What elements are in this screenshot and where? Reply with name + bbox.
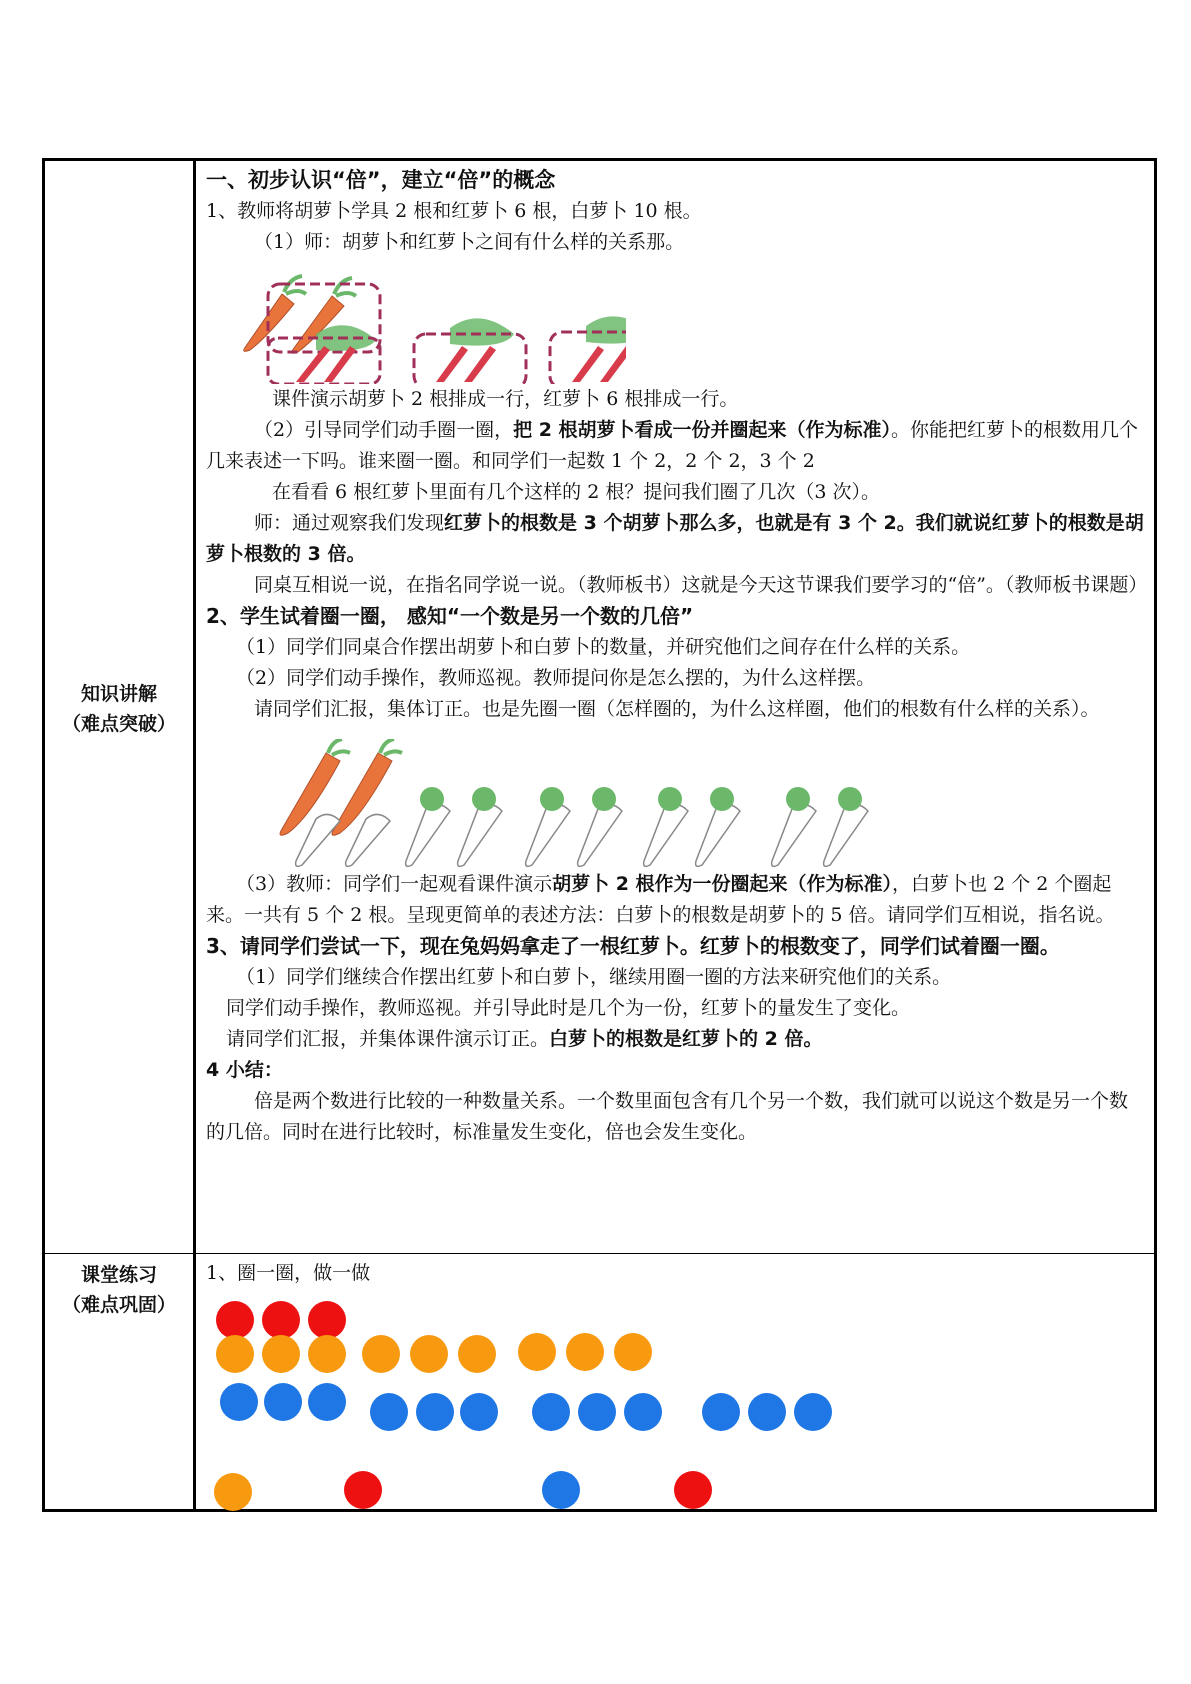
paragraph bbox=[206, 415, 1146, 477]
blue-dot bbox=[702, 1393, 740, 1431]
paragraph: 在看看 6 根红萝卜里面有几个这样的 2 根？提问我们圈了几次（3 次）。 bbox=[272, 481, 880, 503]
paragraph bbox=[206, 508, 1146, 570]
section2-heading: 2、学生试着圈一圈， 感知“一个数是另一个数的几倍” bbox=[206, 604, 694, 628]
blue-dot bbox=[532, 1393, 570, 1431]
blue-dot bbox=[794, 1393, 832, 1431]
red-radish-group bbox=[550, 316, 626, 384]
blue-dot bbox=[578, 1393, 616, 1431]
blue-dot bbox=[624, 1393, 662, 1431]
lesson-table bbox=[42, 158, 1157, 1512]
orange-dot bbox=[518, 1333, 556, 1371]
bold-text: 胡萝卜 2 根作为一份圈起来（作为标准） bbox=[552, 873, 893, 895]
bold-text: 白萝卜的根数是红萝卜的 2 倍。 bbox=[549, 1028, 823, 1050]
orange-dot bbox=[458, 1335, 496, 1373]
paragraph: 请同学们汇报，集体订正。也是先圈一圈（怎样圈的，为什么这样圈，他们的根数有什么样的关系）。 bbox=[254, 698, 1100, 720]
text-run: 请同学们汇报，并集体课件演示订正。 bbox=[226, 1028, 550, 1050]
red-dot bbox=[308, 1301, 346, 1339]
blue-dot bbox=[220, 1383, 258, 1421]
orange-dot bbox=[214, 1473, 252, 1511]
blue-dot bbox=[416, 1393, 454, 1431]
paragraph: 倍是两个数进行比较的一种数量关系。一个数里面包含有几个另一个数，我们就可以说这个数是另一个数的几倍。同时在进行比较时，标准量发生变化，倍也会发生变化。 bbox=[206, 1090, 1129, 1143]
blue-dot bbox=[460, 1393, 498, 1431]
blue-dot bbox=[308, 1383, 346, 1421]
orange-dot bbox=[216, 1335, 254, 1373]
white-radish-icon bbox=[772, 804, 816, 866]
text-run: ，白萝卜也 2 个 2 个圈起来。一共有 5 个 2 根。呈现更简单的表述方法：白萝卜的根数是胡萝卜的 5 倍。请同学们互相说，指名说。 bbox=[206, 873, 1115, 926]
text-run: （3）教师：同学们一起观看课件演示 bbox=[236, 873, 553, 895]
exercise-cell bbox=[195, 1254, 1156, 1511]
text-run: （2）引导同学们动手圈一圈， bbox=[254, 419, 514, 441]
white-radish-icon bbox=[824, 804, 868, 866]
orange-dot bbox=[410, 1335, 448, 1373]
red-dot bbox=[216, 1301, 254, 1339]
row-label bbox=[45, 1260, 193, 1320]
paragraph: 1、教师将胡萝卜学具 2 根和红萝卜 6 根，白萝卜 10 根。 bbox=[206, 200, 702, 222]
illustration-caption: 课件演示胡萝卜 2 根排成一行，红萝卜 6 根排成一行。 bbox=[272, 388, 739, 410]
exercise-title: 1、圈一圈，做一做 bbox=[206, 1262, 371, 1284]
red-dot bbox=[674, 1471, 712, 1509]
radish-illustration bbox=[206, 739, 1146, 869]
blue-dot bbox=[370, 1393, 408, 1431]
paragraph bbox=[206, 869, 1146, 931]
orange-dot bbox=[262, 1335, 300, 1373]
red-dot bbox=[344, 1471, 382, 1509]
bold-text: 把 2 根胡萝卜看成一份并圈起来（作为标准） bbox=[513, 419, 892, 441]
orange-dot bbox=[362, 1335, 400, 1373]
white-radish-icon bbox=[526, 804, 570, 866]
carrot-radish-graphic bbox=[206, 739, 906, 869]
paragraph: （1）师：胡萝卜和红萝卜之间有什么样的关系那。 bbox=[254, 231, 685, 253]
orange-dot bbox=[614, 1333, 652, 1371]
blue-dot bbox=[542, 1471, 580, 1509]
white-radish-icon bbox=[458, 804, 502, 866]
white-radish-icon bbox=[644, 804, 688, 866]
section4-heading: 4 小结： bbox=[206, 1059, 283, 1081]
row-label bbox=[45, 679, 193, 739]
orange-dot bbox=[566, 1333, 604, 1371]
white-radish-icon bbox=[296, 814, 340, 866]
blue-dot bbox=[264, 1383, 302, 1421]
row-label-line2: （难点突破） bbox=[61, 713, 176, 735]
paragraph: 同学们动手操作，教师巡视。并引导此时是几个为一份，红萝卜的量发生了变化。 bbox=[226, 997, 911, 1019]
dot-exercise bbox=[206, 1289, 1146, 1509]
carrot-illustration bbox=[206, 258, 1146, 384]
paragraph: （1）同学们继续合作摆出红萝卜和白萝卜，继续用圈一圈的方法来研究他们的关系。 bbox=[236, 966, 952, 988]
paragraph: （1）同学们同桌合作摆出胡萝卜和白萝卜的数量，并研究他们之间存在什么样的关系。 bbox=[236, 636, 971, 658]
red-radish-group bbox=[414, 318, 526, 384]
section1-heading: 一、初步认识“倍”，建立“倍”的概念 bbox=[206, 168, 556, 192]
text-run: 。你能把红萝卜的根数用几个几来表述一下吗。谁来圈一圈。和同学们一起数 1 个 2，2 个 2，3 个 2 bbox=[206, 419, 1139, 472]
section3-heading: 3、请同学们尝试一下，现在兔妈妈拿走了一根红萝卜。红萝卜的根数变了，同学们试着圈一圈。 bbox=[206, 934, 1060, 958]
row-label-line1: 知识讲解 bbox=[80, 683, 157, 705]
text-run: 师：通过观察我们发现 bbox=[254, 512, 445, 534]
white-radish-icon bbox=[406, 804, 450, 866]
red-dot bbox=[262, 1301, 300, 1339]
bold-text: 红萝卜的根数是 3 个胡萝卜那么多，也就是有 3 个 2。我们就说红萝卜的根数是胡萝卜根数的 3 倍。 bbox=[206, 512, 1144, 565]
row-label-cell bbox=[44, 160, 195, 1254]
paragraph: 同桌互相说一说，在指名同学说一说。（教师板书）这就是今天这节课我们要学习的“倍”。（教师板书课题） bbox=[254, 574, 1148, 596]
row-label-cell bbox=[44, 1254, 195, 1511]
paragraph bbox=[206, 1024, 1146, 1055]
paragraph: （2）同学们动手操作，教师巡视。教师提问你是怎么摆的，为什么这样摆。 bbox=[236, 667, 876, 689]
orange-dot bbox=[308, 1335, 346, 1373]
red-radish-group bbox=[268, 325, 380, 384]
content-cell bbox=[195, 160, 1156, 1254]
row-label-line1: 课堂练习 bbox=[80, 1264, 157, 1286]
carrot-groups-graphic bbox=[206, 258, 626, 384]
row-label-line2: （难点巩固） bbox=[61, 1294, 176, 1316]
white-radish-icon bbox=[696, 804, 740, 866]
blue-dot bbox=[748, 1393, 786, 1431]
white-radish-icon bbox=[578, 804, 622, 866]
